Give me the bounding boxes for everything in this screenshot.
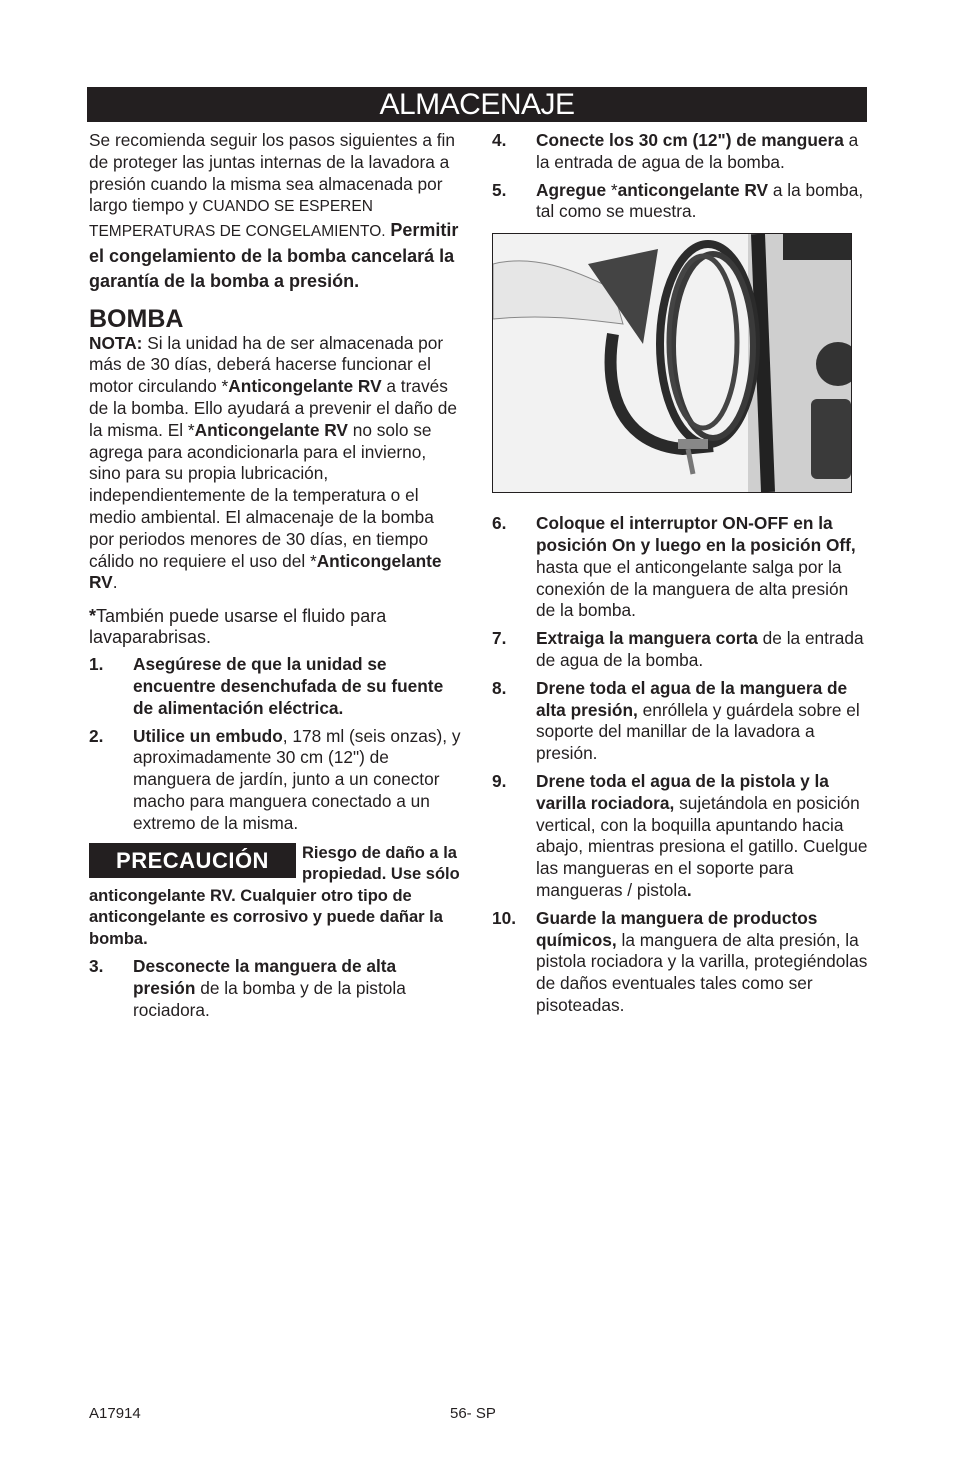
- step-rest: a la bomba, tal como se muestra.: [536, 179, 864, 222]
- step-9: [492, 771, 870, 902]
- step-text: [536, 628, 870, 672]
- step-bold: Drene toda el agua de la manguera de alta presión,: [536, 677, 848, 720]
- bomba-heading: BOMBA: [89, 304, 184, 333]
- intro-paragraph: [89, 130, 461, 295]
- step-number: 5.: [492, 179, 507, 200]
- step-bold: Utilice un embudo: [133, 725, 283, 746]
- intro-caps-text: CUANDO SE ESPEREN TEMPERATURAS DE CONGELAMIENTO.: [89, 198, 386, 241]
- step-3: [89, 956, 461, 1021]
- nota-label: NOTA:: [89, 332, 143, 353]
- intro-text: Se recomienda seguir los pasos siguientes a fin de proteger las juntas internas de la lavadora a presión cuando la misma sea almacenada por largo tiempo y: [89, 130, 455, 216]
- step-text: [536, 908, 870, 1017]
- step-text: [133, 654, 461, 719]
- step-star: *: [606, 179, 618, 200]
- step-number: 10.: [492, 907, 517, 928]
- caution-block: [89, 843, 461, 951]
- right-column: [492, 130, 870, 1017]
- footnote-text: También puede usarse el fluido para lavaparabrisas.: [89, 606, 387, 648]
- step-number: 8.: [492, 677, 507, 698]
- step-end: .: [686, 879, 692, 900]
- footnote: [89, 606, 461, 648]
- step-bold: Agregue: [536, 179, 607, 200]
- step-2: [89, 726, 461, 835]
- step-8: [492, 678, 870, 765]
- caution-text: Riesgo de daño a la propiedad. Use sólo anticongelante RV. Cualquier otro tipo de anticongelante es corrosivo y puede dañar la bomba.: [89, 843, 460, 948]
- step-rest: la manguera de alta presión, la pistola rociadora y la varilla, protegiéndolas de daños eventuales tales como ser pisoteadas.: [536, 929, 868, 1015]
- page-number: 56- SP: [450, 1405, 496, 1422]
- step-text: [536, 180, 870, 224]
- funnel-photo: [492, 233, 852, 493]
- antifreeze-term: Anticongelante RV: [194, 419, 348, 440]
- nota-text-1: Si la unidad ha de ser almacenada por más de 30 días, deberá hacerse funcionar el motor circulando *: [89, 332, 444, 397]
- caution-label: PRECAUCIÓN: [89, 843, 296, 878]
- nota-end: .: [112, 572, 118, 593]
- step-rest: enróllela y guárdela sobre el soporte del manillar de la lavadora a presión.: [536, 699, 860, 764]
- step-number: 3.: [89, 956, 104, 977]
- nota-text-3: no solo se agrega para acondicionarla para el invierno, sino para su propia lubricación, independientemente de la temperatura o el medio ambiental. El almacenaje de la bomba por periodos menores de 30 días, en tiempo cálido no requiere el uso del *: [89, 419, 434, 571]
- step-bold: Conecte los 30 cm (12") de manguera: [536, 130, 844, 150]
- section-title-banner: [87, 87, 867, 122]
- step-text: [536, 513, 870, 622]
- step-1: [89, 654, 461, 719]
- step-number: 7.: [492, 628, 507, 649]
- step-5: [492, 180, 870, 224]
- doc-number: A17914: [89, 1405, 141, 1422]
- step-number: 9.: [492, 770, 507, 791]
- step-text: [536, 771, 870, 902]
- step-number: 2.: [89, 725, 104, 746]
- step-bold: Guarde la manguera de productos químicos,: [536, 907, 818, 950]
- step-text: [536, 678, 870, 765]
- footnote-star: *: [89, 606, 97, 627]
- step-number: 4.: [492, 130, 507, 150]
- step-number: 6.: [492, 513, 507, 534]
- step-4: [492, 130, 870, 174]
- antifreeze-term: Anticongelante RV: [228, 376, 382, 397]
- step-bold: anticongelante RV: [617, 179, 769, 200]
- step-rest: , 178 ml (seis onzas), y aproximadamente 30 cm (12") de manguera de jardín, junto a un conector macho para manguera conectado a un extremo de la misma.: [133, 725, 461, 833]
- nota-text-2: a través de la bomba. Ello ayudará a prevenir el daño de la misma. El *: [89, 376, 457, 440]
- step-6: [492, 513, 870, 622]
- step-rest: hasta que el anticongelante salga por la conexión de la manguera de alta presión de la bomba.: [536, 556, 849, 621]
- step-bold: Extraiga la manguera corta: [536, 628, 758, 649]
- step-10: [492, 908, 870, 1017]
- step-text: [133, 956, 461, 1021]
- freeze-warning: Permitir el congelamiento de la bomba cancelará la garantía de la bomba a presión.: [89, 220, 459, 292]
- step-bold: Asegúrese de que la unidad se encuentre desenchufada de su fuente de alimentación eléctrica.: [133, 654, 444, 718]
- step-bold: Desconecte la manguera de alta presión: [133, 956, 397, 998]
- step-text: [536, 130, 870, 174]
- step-rest: a la entrada de agua de la bomba.: [536, 130, 859, 172]
- left-column: [89, 130, 461, 1022]
- step-number: 1.: [89, 654, 104, 675]
- step-rest: sujetándola en posición vertical, con la boquilla apuntando hacia abajo, mientras presiona el gatillo. Cuelgue las mangueras en el soporte para mangueras / pistola: [536, 792, 868, 900]
- step-rest: de la bomba y de la pistola rociadora.: [133, 977, 406, 1020]
- section-title: ALMACENAJE: [379, 88, 575, 121]
- step-rest: de la entrada de agua de la bomba.: [536, 628, 864, 670]
- nota-paragraph: [89, 333, 461, 595]
- antifreeze-term: Anticongelante RV: [89, 550, 442, 593]
- funnel-illustration: [493, 234, 851, 492]
- step-bold: Coloque el interruptor ON-OFF en la posición On y luego en la posición Off,: [536, 513, 856, 555]
- step-7: [492, 628, 870, 672]
- step-bold: Drene toda el agua de la pistola y la varilla rociadora,: [536, 770, 829, 813]
- step-text: [133, 726, 461, 835]
